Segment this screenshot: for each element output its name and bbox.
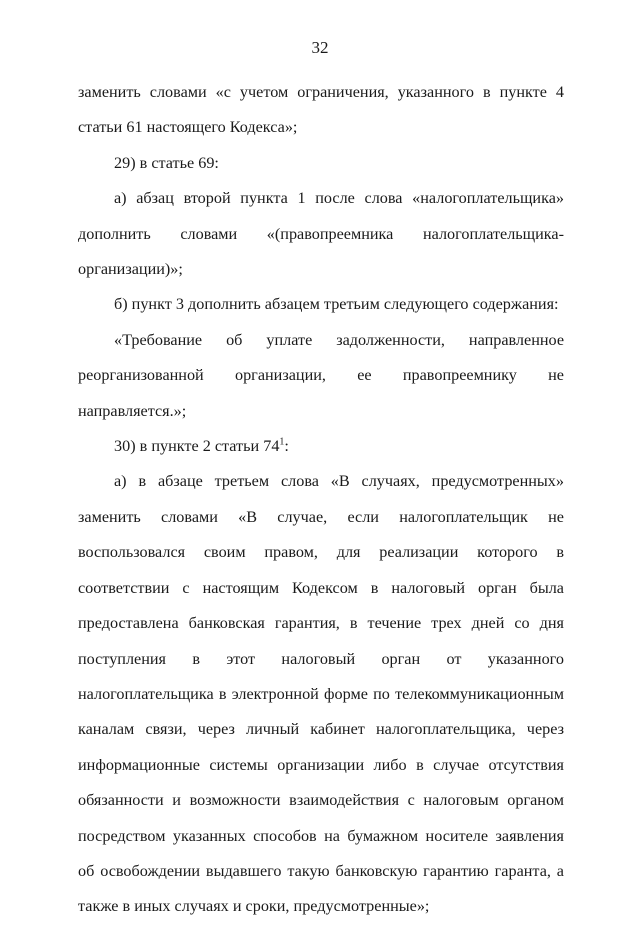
paragraph-quote-requirement: «Требование об уплате задолженности, направленное реорганизованной организации, ее правопреемнику не направляется.»; [78, 330, 564, 420]
paragraph-item-29: 29) в статье 69: [114, 153, 219, 172]
paragraph-item-29a: а) абзац второй пункта 1 после слова «налогоплательщика» дополнить словами «(правопреемника налогоплательщика-организации)»; [78, 189, 564, 279]
paragraph-item-30a: а) в абзаце третьем слова «В случаях, предусмотренных» заменить словами «В случае, если налогоплательщик не воспользовался своим правом, для реализации которого в соответствии с настоящим Кодексом в налоговый орган была предоставлена банковская гарантия, в течение трех дней со дня поступления в этот налоговый орган от указанного налогоплательщика в электронной форме по телекоммуникационным каналам связи, через личный кабинет налогоплательщика, через информационные системы организации либо в случае отсутствия обязанности и возможности взаимодействия с налоговым органом посредством указанных способов на бумажном носителе заявления об освобождении выдавшего такую банковскую гарантию гаранта, а также в иных случаях и сроки, предусмотренные»; [78, 472, 564, 916]
document-body [78, 75, 564, 925]
paragraph-item-30 [78, 429, 564, 464]
item-30-colon: : [284, 437, 289, 456]
paragraph-item-29b: б) пункт 3 дополнить абзацем третьим следующего содержания: [114, 295, 559, 314]
page-number: 32 [311, 38, 329, 57]
paragraph-continuation: заменить словами «с учетом ограничения, указанного в пункте 4 статьи 61 настоящего Кодекса»; [78, 83, 564, 137]
item-30-text: 30) в пункте 2 статьи 74 [114, 437, 280, 456]
item-30-superscript: 1 [279, 436, 285, 448]
